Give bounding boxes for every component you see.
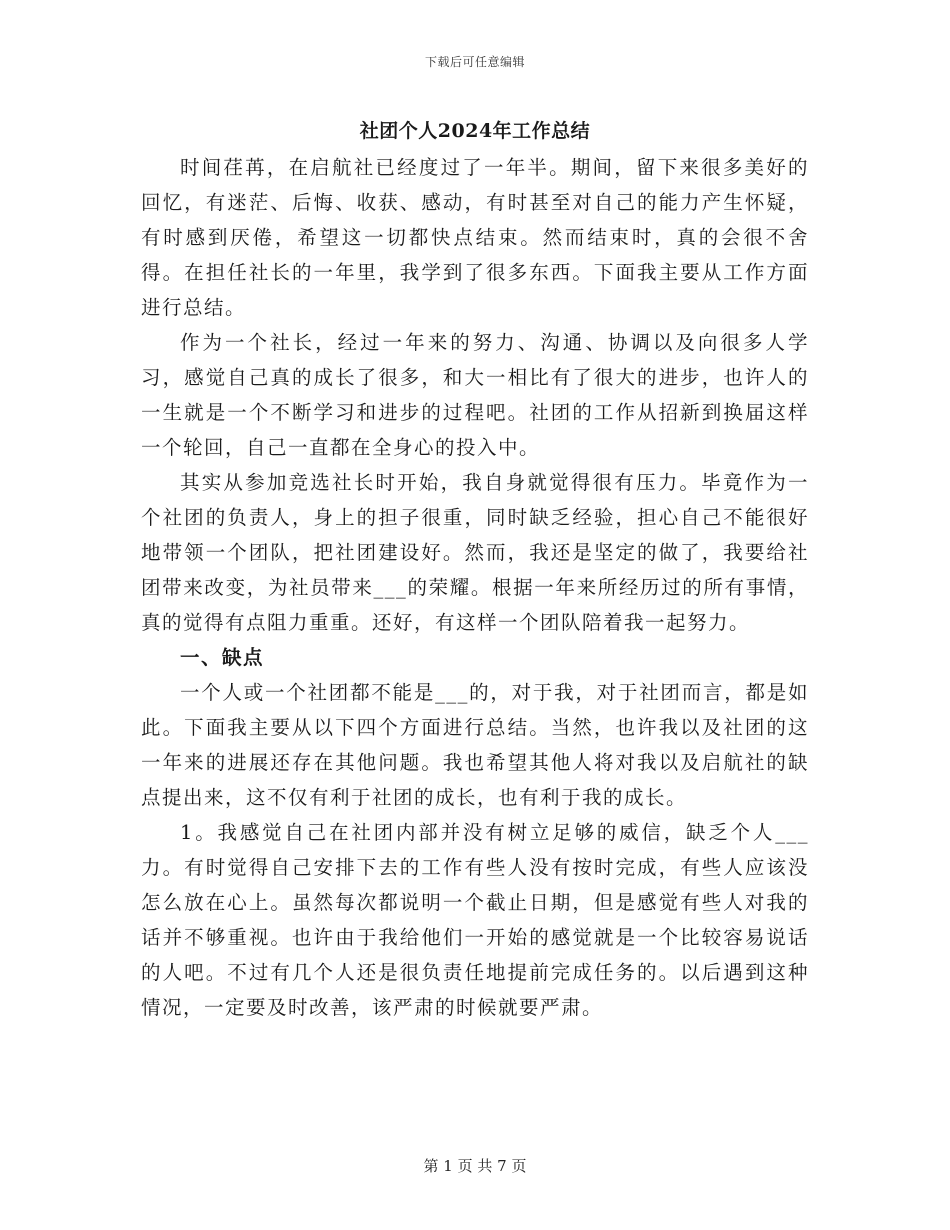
paragraph-intro: 时间荏苒，在启航社已经度过了一年半。期间，留下来很多美好的回忆，有迷茫、后悔、收获、感动，有时甚至对自己的能力产生怀疑，有时感到厌倦，希望这一切都快点结束。然而结束时，真的会很不舍得。在担任社长的一年里，我学到了很多东西。下面我主要从工作方面进行总结。 (141, 156, 809, 319)
page-number-footer: 第 1 页 共 7 页 (423, 1157, 527, 1175)
paragraph-growth: 作为一个社长，经过一年来的努力、沟通、协调以及向很多人学习，感觉自己真的成长了很多，和大一相比有了很大的进步，也许人的一生就是一个不断学习和进步的过程吧。社团的工作从招新到换届这样一个轮回，自己一直都在全身心的投入中。 (141, 331, 809, 459)
document-body (141, 112, 809, 1025)
paragraph-shortcomings-intro: 一个人或一个社团都不能是___的，对于我，对于社团而言，都是如此。下面我主要从以下四个方面进行总结。当然，也许我以及社团的这一年来的进展还存在其他问题。我也希望其他人将对我以及启航社的缺点提出来，这不仅有利于社团的成长，也有利于我的成长。 (141, 681, 809, 809)
paragraph-shortcoming-1: 1。我感觉自己在社团内部并没有树立足够的威信，缺乏个人___力。有时觉得自己安排下去的工作有些人没有按时完成，有些人应该没怎么放在心上。虽然每次都说明一个截止日期，但是感觉有些人对我的话并不够重视。也许由于我给他们一开始的感觉就是一个比较容易说话的人吧。不过有几个人还是很负责任地提前完成任务的。以后遇到这种情况，一定要及时改善，该严肃的时候就要严肃。 (141, 821, 809, 1019)
section-heading-shortcomings: 一、缺点 (180, 646, 265, 669)
document-title: 社团个人2024年工作总结 (359, 120, 591, 142)
paragraph-pressure: 其实从参加竞选社长时开始，我自身就觉得很有压力。毕竟作为一个社团的负责人，身上的担子很重，同时缺乏经验，担心自己不能很好地带领一个团队，把社团建设好。然而，我还是坚定的做了，我要给社团带来改变，为社员带来___的荣耀。根据一年来所经历过的所有事情，真的觉得有点阻力重重。还好，有这样一个团队陪着我一起努力。 (141, 471, 809, 634)
page-header-note: 下载后可任意编辑 (424, 55, 525, 69)
